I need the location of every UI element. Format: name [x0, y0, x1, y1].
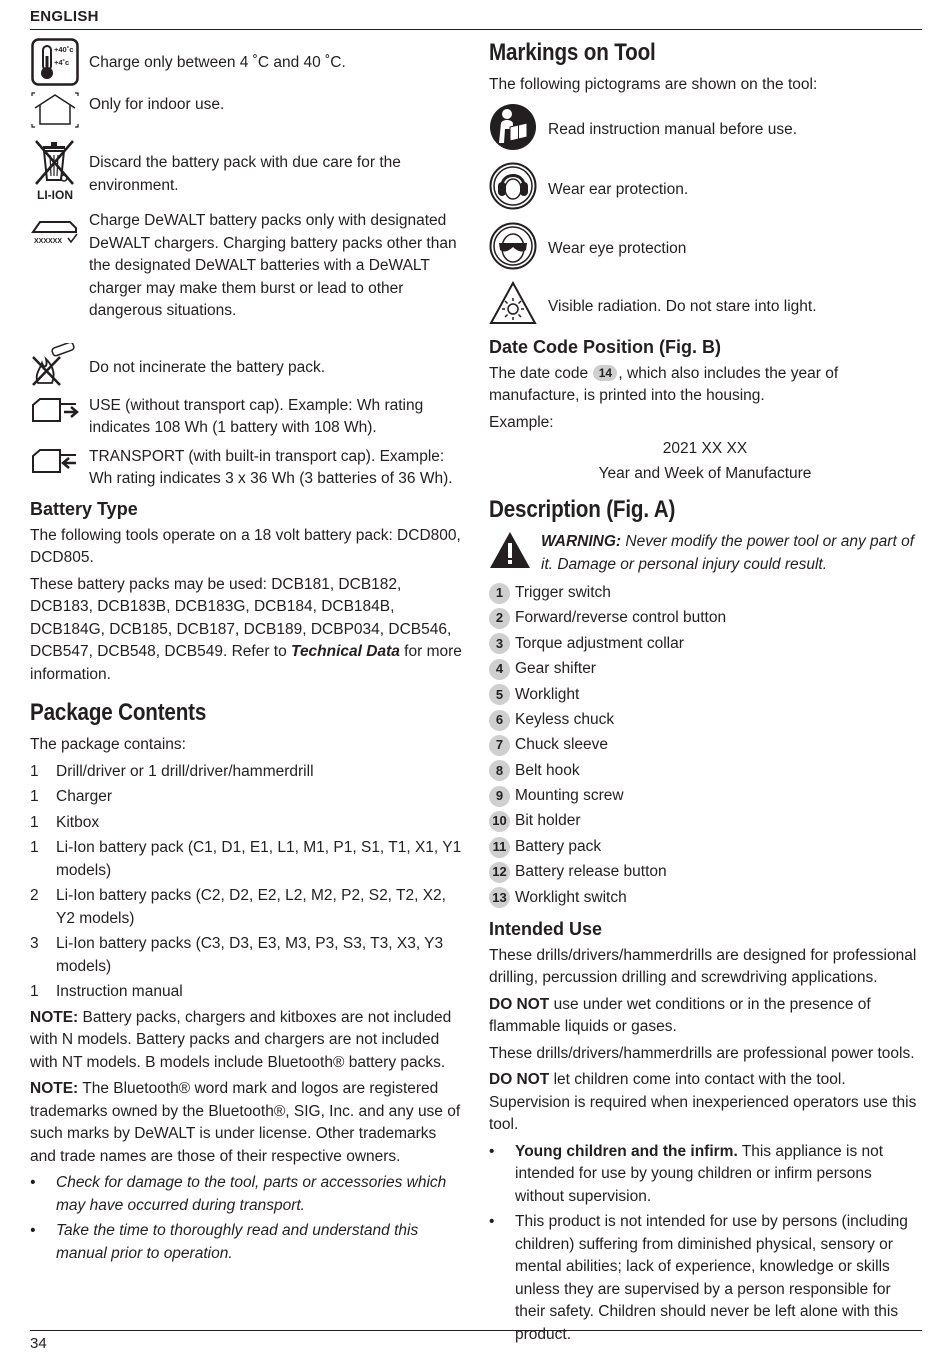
- battery-type-heading: Battery Type: [30, 498, 138, 519]
- list-item: 9 Mounting screw: [489, 784, 921, 809]
- callout-badge: 14: [593, 365, 617, 381]
- svg-text:LI-ION: LI-ION: [37, 188, 73, 202]
- list-item: 4 Gear shifter: [489, 657, 921, 682]
- list-item: 8 Belt hook: [489, 758, 921, 783]
- svg-text:+40˚c: +40˚c: [54, 45, 74, 54]
- page-number: 34: [30, 1335, 47, 1352]
- battery-transport-icon: [30, 446, 80, 476]
- language-label: ENGLISH: [30, 8, 99, 25]
- list-item: 1 Kitbox: [30, 813, 100, 831]
- pictogram-row: [489, 281, 921, 333]
- battery-use-icon: [30, 395, 80, 425]
- right-column: [489, 38, 921, 1349]
- example-label: Example:: [489, 413, 554, 431]
- markings-heading: Markings on Tool: [489, 39, 656, 66]
- list-item: 13 Worklight switch: [489, 885, 921, 910]
- pictogram-text: Wear ear protection.: [548, 180, 689, 198]
- thermometer-icon: [30, 38, 80, 86]
- date-code-heading: Date Code Position (Fig. B): [489, 336, 721, 357]
- bullet-item: • Take the time to thoroughly read and understand this manual prior to operation.: [30, 1222, 419, 1262]
- list-item: 10 Bit holder: [489, 809, 921, 834]
- ear-protection-icon: [489, 162, 539, 218]
- bullet-item: • Young children and the infirm. This appliance is not intended for use by young children or infirm persons without supervision.: [489, 1142, 884, 1205]
- pictogram-row: [489, 222, 921, 278]
- markings-intro: The following pictograms are shown on the tool:: [489, 76, 818, 93]
- list-item: 1 Trigger switch: [489, 581, 921, 606]
- list-item: 1 Charger: [30, 788, 112, 805]
- list-item: 7 Chuck sleeve: [489, 733, 921, 758]
- symbol-text: Only for indoor use.: [89, 96, 225, 113]
- symbol-row-charger: [30, 210, 465, 323]
- header-rule: [30, 29, 922, 30]
- symbol-row-indoor: [30, 92, 465, 128]
- symbol-row-temperature: [30, 38, 465, 86]
- symbol-text: Do not incinerate the battery pack.: [89, 358, 326, 376]
- package-list: [30, 761, 465, 1004]
- list-item: 2 Forward/reverse control button: [489, 606, 921, 631]
- intended-use-heading: Intended Use: [489, 918, 603, 939]
- warning-text: WARNING: Never modify the power tool or any part of it. Damage or personal injury could result.: [541, 533, 914, 573]
- symbol-row-disposal: [30, 138, 465, 202]
- intended-use-paragraph: These drills/drivers/hammerdrills are designed for professional drilling, percussion drilling and screwdriving applications.: [489, 946, 917, 987]
- list-item: 3 Torque adjustment collar: [489, 631, 921, 656]
- list-item: 1 Drill/driver or 1 drill/driver/hammerdrill: [30, 762, 314, 780]
- symbol-text: Discard the battery pack with due care for the environment.: [89, 154, 401, 194]
- radiation-warning-icon: [489, 281, 539, 333]
- house-icon: [30, 92, 80, 128]
- footer-rule: [30, 1330, 922, 1331]
- symbol-row-transport: [30, 446, 465, 491]
- list-item: 2 Li-Ion battery packs (C2, D2, E2, L2, M2, P2, S2, T2, X2, Y2 models): [30, 887, 446, 927]
- list-item: 1 Instruction manual: [30, 983, 183, 1000]
- professional-tools-paragraph: These drills/drivers/hammerdrills are professional power tools.: [489, 1044, 915, 1062]
- symbol-text: TRANSPORT (with built-in transport cap). Example: Wh rating indicates 3 x 36 Wh (3 batteries of 36 Wh).: [89, 447, 453, 487]
- warning-icon: [489, 531, 533, 577]
- bullet-item: • This product is not intended for use by persons (including children) suffering from diminished physical, sensory or mental abilities; lack of experience, knowledge or skills unless they are supervised by a person responsible for their safety. Children should never be left alone with this product.: [489, 1213, 908, 1343]
- note-bluetooth: NOTE: The Bluetooth® word mark and logos are registered trademarks owned by the Bluetooth®, SIG, Inc. and any use of such marks by DeWALT is under license. Other trademarks and trade names are those of their respective owners.: [30, 1080, 461, 1165]
- battery-packs-paragraph: These battery packs may be used: DCB181, DCB182, DCB183, DCB183B, DCB183G, DCB184, DCB184B, DCB184G, DCB185, DCB187, DCB189, DCBP034, DCB546, DCB547, DCB548, DCB549. Refer to Technical Data for more information.: [30, 575, 462, 683]
- date-code-paragraph: The date code 14 , which also includes the year of manufacture, is printed into the housing.: [489, 364, 839, 404]
- example-caption: Year and Week of Manufacture: [598, 464, 812, 482]
- battery-type-paragraph: The following tools operate on a 18 volt battery pack: DCD800, DCD805.: [30, 526, 461, 566]
- pictogram-row: [489, 103, 921, 159]
- description-heading: Description (Fig. A): [489, 496, 676, 523]
- crossed-bin-icon: [30, 138, 80, 202]
- list-item: 12 Battery release button: [489, 860, 921, 885]
- symbol-text: Charge DeWALT battery packs only with designated DeWALT chargers. Charging battery packs other than the designated DeWALT batteries with a DeWALT charger may make them burst or lead to other dangerous situations.: [89, 212, 457, 319]
- symbol-text: USE (without transport cap). Example: Wh rating indicates 108 Wh (1 battery with 108 Wh).: [89, 396, 424, 436]
- eye-protection-icon: [489, 222, 539, 278]
- symbol-row-use: [30, 395, 465, 440]
- list-item: 5 Worklight: [489, 682, 921, 707]
- package-intro: The package contains:: [30, 736, 186, 753]
- pictogram-text: Wear eye protection: [548, 240, 687, 257]
- warning-block: [489, 531, 921, 577]
- do-not-wet-paragraph: DO NOT use under wet conditions or in the presence of flammable liquids or gases.: [489, 995, 871, 1036]
- do-not-children-paragraph: DO NOT let children come into contact with the tool. Supervision is required when inexperienced operators use this tool.: [489, 1071, 917, 1134]
- pictogram-text: Read instruction manual before use.: [548, 121, 798, 138]
- read-manual-icon: [489, 103, 539, 159]
- symbol-row-incinerate: [30, 343, 465, 387]
- svg-text:+4˚c: +4˚c: [54, 58, 70, 67]
- parts-list: [489, 581, 921, 911]
- left-column: [30, 38, 465, 1268]
- charger-icon: [30, 210, 80, 246]
- list-item: 11 Battery pack: [489, 834, 921, 859]
- package-contents-heading: Package Contents: [30, 699, 207, 726]
- no-incinerate-icon: [30, 343, 80, 387]
- symbol-text: Charge only between 4 ˚C and 40 ˚C.: [89, 54, 346, 71]
- svg-text:XXXXXX: XXXXXX: [34, 238, 63, 245]
- list-item: 1 Li-Ion battery pack (C1, D1, E1, L1, M1, P1, S1, T1, X1, Y1 models): [30, 839, 462, 879]
- note-models: NOTE: Battery packs, chargers and kitboxes are not included with N models. Battery packs and chargers are not included with NT models. B models include Bluetooth® battery packs.: [30, 1008, 452, 1071]
- list-item: 6 Keyless chuck: [489, 707, 921, 732]
- list-item: 3 Li-Ion battery packs (C3, D3, E3, M3, P3, S3, T3, X3, Y3 models): [30, 935, 444, 975]
- bullet-item: • Check for damage to the tool, parts or accessories which may have occurred during transport.: [30, 1174, 447, 1214]
- pictogram-row: [489, 162, 921, 218]
- pictogram-text: Visible radiation. Do not stare into light.: [548, 297, 817, 315]
- example-code: 2021 XX XX: [662, 440, 748, 457]
